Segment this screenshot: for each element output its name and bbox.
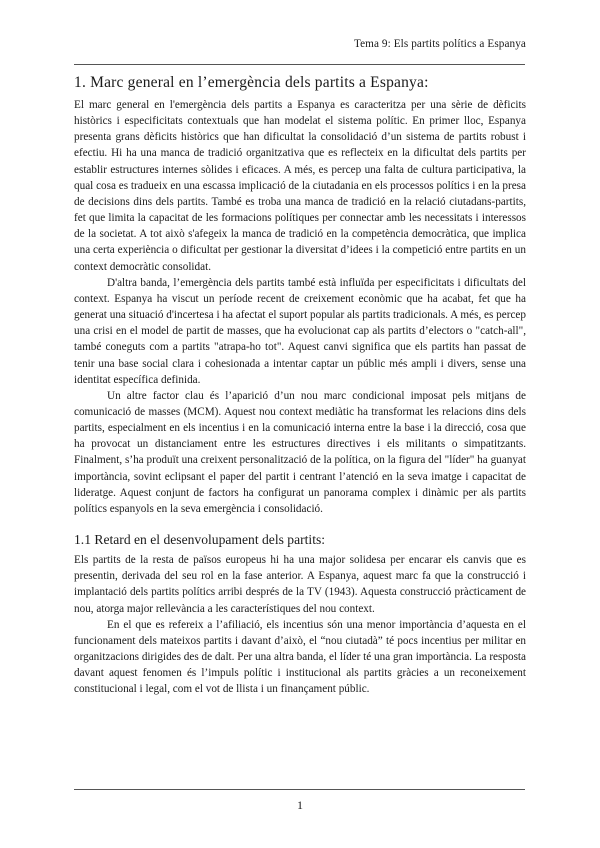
header-rule <box>74 64 525 65</box>
body-paragraph: El marc general en l'emergència dels partits a Espanya es caracteritza per una sèrie de dèficits històrics i especificitats contextuals que han modelat el sistema polític. En primer lloc, Espanya presenta grans dèficits històrics que han dificultat la consolidació d’un sistema de partits robust i efectiu. Hi ha una manca de tradició organitzativa que es reflecteix en la dificultat dels partits per establir estructures internes sòlides i eficaces. A més, es percep una falta de cultura participativa, la qual cosa es tradueix en una escassa implicació de la ciutadania en els processos polítics i en la presa de decisions dins dels partits. També es troba una manca de tradició en la relació ciutadans-partits, fet que limita la capacitat de les formacions polítiques per connectar amb les necessitats i interessos de la societat. A tot això s'afegeix la manca de tradició en la competència democràtica, que implica una certa experiència o dificultat per gestionar la diversitat d’idees i la competició entre partits en un context democràtic consolidat. <box>74 99 526 273</box>
body-paragraph: Els partits de la resta de països europeus hi ha una major solidesa per encarar els canvis que es presentin, derivada del seu rol en la fase anterior. A Espanya, aquest marc fa que la construcció i implantació dels partits polítics arribi després de la TV (1943). Aquesta construcció pràcticament de nou, atorga major rellevància a les característiques del nou context. <box>74 554 526 615</box>
body-paragraph: Un altre factor clau és l’aparició d’un nou marc condicional imposat pels mitjans de comunicació de masses (MCM). Aquest nou context mediàtic ha transformat les relacions dins dels partits, especialment en els incentius i en la comunicació interna entre la base i la direcció, cosa que ha provocat un distanciament entre les estructures directives i els militants o simpatitzants. Finalment, s’ha produït una creixent personalització de la política, on la figura del "líder" ha guanyat importància, sovint eclipsant el paper del partit i centrant l’atenció en la seva imatge i capacitat de lideratge. Aquest conjunt de factors ha configurat un panorama complex i dinàmic per als partits polítics espanyols en la seva emergència i consolidació. <box>74 389 526 515</box>
section-title: 1. Marc general en l’emergència dels partits a Espanya: <box>74 74 429 91</box>
body-paragraph: En el que es refereix a l’afiliació, els incentius són una menor importància d’aquesta en el funcionament dels mateixos partits i davant d’això, el “nou ciutadà” té pocs incentius per militar en organitzacions dirigides des de dalt. Per una altra banda, el líder té una gran importància. La resposta davant aquest fenomen és l’impuls polític i institucional als partits gràcies a un reconeixement constitucional i legal, com el vot de llista i un finançament públic. <box>74 618 526 696</box>
footer-rule <box>74 789 525 790</box>
body-paragraph: D'altra banda, l’emergència dels partits també està influïda per especificitats i dificultats del context. Espanya ha viscut un període recent de creixement econòmic que ha acabat, fet que ha generat una situació d'incertesa i ha afectat el suport popular als partits tradicionals. A més, es percep una crisi en el model de partit de masses, que ha evolucionat cap als partits d’electors o "catch-all", també coneguts com a partits "atrapa-ho tot". Aquest canvi significa que els partits han passat de tenir una base social clara i cohesionada a intentar captar un públic més ampli i divers, sense una identitat específica definida. <box>74 276 526 386</box>
page-number: 1 <box>297 798 303 812</box>
subsection-title: 1.1 Retard en el desenvolupament dels partits: <box>74 532 326 548</box>
running-header: Tema 9: Els partits polítics a Espanya <box>353 38 526 50</box>
page-content <box>74 72 526 697</box>
